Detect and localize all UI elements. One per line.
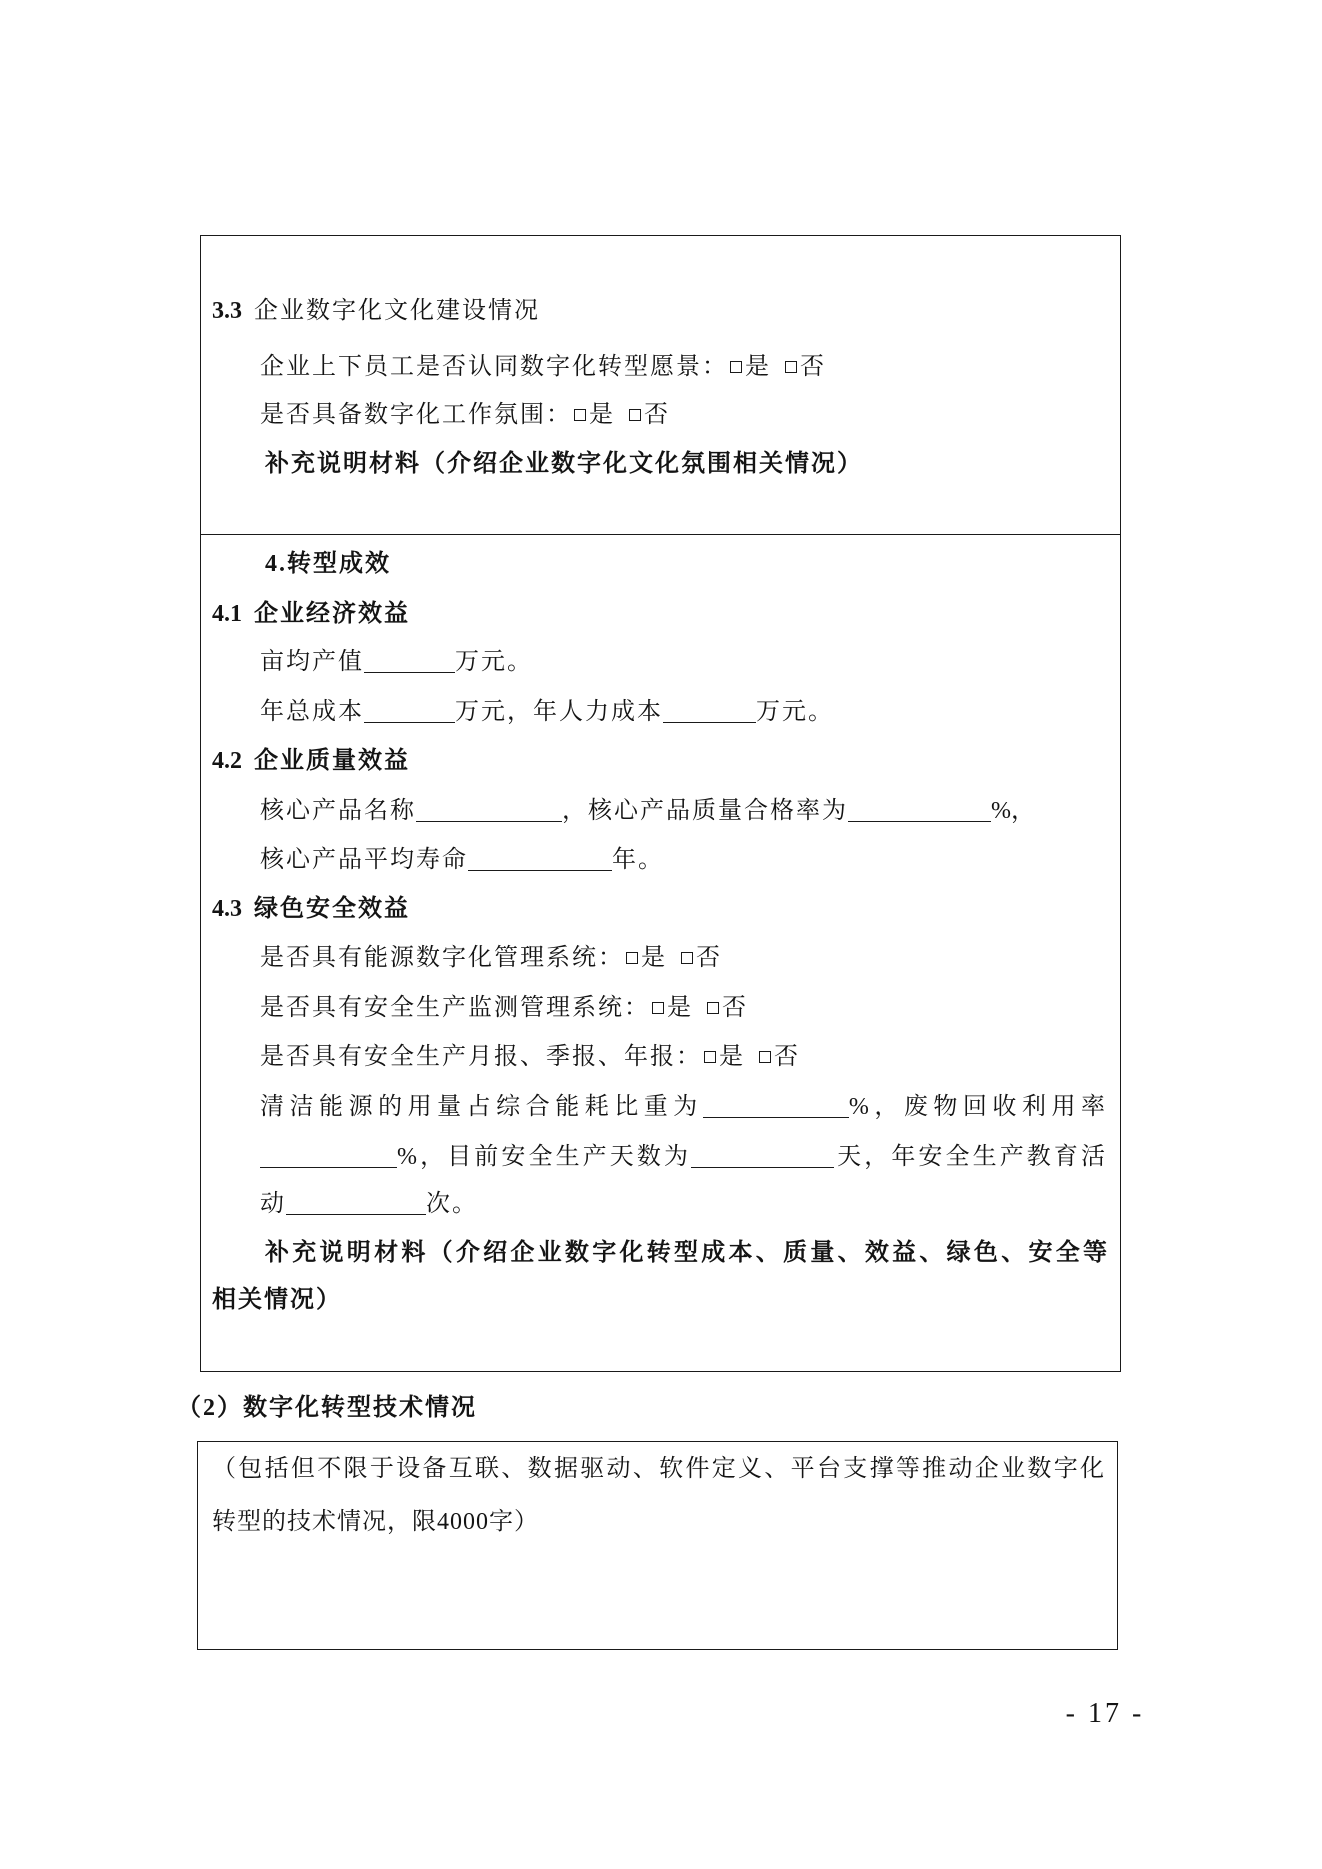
supplement-note xyxy=(265,447,863,481)
question-energy-system-row xyxy=(260,941,722,975)
question-label: 是否具备数字化工作氛围： xyxy=(260,402,572,428)
supplement-label: 补充说明材料（介绍企业数字化文化氛围相关情况） xyxy=(265,451,863,477)
section-number: 4.3 xyxy=(212,896,242,922)
section-title: （2）数字化转型技术情况 xyxy=(177,1395,477,1421)
question-label: 是否具有安全生产监测管理系统： xyxy=(260,995,650,1021)
field-unit: % xyxy=(848,1094,869,1120)
product-life-field[interactable] xyxy=(468,850,612,871)
safety-education-row xyxy=(260,1187,478,1221)
field-unit: % xyxy=(397,1144,417,1170)
no-label: 否 xyxy=(722,995,748,1021)
safety-education-count-field[interactable] xyxy=(286,1194,426,1215)
yes-label: 是 xyxy=(641,945,667,971)
yes-label: 是 xyxy=(719,1044,745,1070)
waste-recycle-rate-field[interactable] xyxy=(260,1147,397,1168)
field-label: 核心产品平均寿命 xyxy=(260,847,468,873)
section-2-heading xyxy=(177,1391,477,1425)
no-checkbox[interactable] xyxy=(707,1002,719,1014)
tech-description-hint-continued xyxy=(212,1505,539,1539)
table-row-divider xyxy=(200,534,1121,535)
hint-text: （包括但不限于设备互联、数据驱动、软件定义、平台支撑等推动企业数字化 xyxy=(212,1456,1104,1482)
no-checkbox[interactable] xyxy=(629,409,641,421)
section-title: 企业数字化文化建设情况 xyxy=(254,298,540,324)
field-unit: 次。 xyxy=(426,1191,478,1217)
page-number: - 17 - xyxy=(1065,1698,1145,1729)
clean-energy-row xyxy=(260,1090,1105,1124)
field-unit: %， xyxy=(991,798,1035,824)
section-title: 企业经济效益 xyxy=(254,601,410,627)
field-label: ，目前安全生产天数为 xyxy=(417,1144,692,1170)
field-label: 亩均产值 xyxy=(260,649,364,675)
supplement-note-continued xyxy=(212,1283,342,1317)
supplement-note xyxy=(265,1236,1107,1270)
no-label: 否 xyxy=(644,402,670,428)
yes-label: 是 xyxy=(667,995,693,1021)
no-checkbox[interactable] xyxy=(759,1051,771,1063)
no-label: 否 xyxy=(696,945,722,971)
yes-label: 是 xyxy=(745,354,771,380)
core-product-row xyxy=(260,794,1035,828)
supplement-label: 补充说明材料（介绍企业数字化转型成本、质量、效益、绿色、安全等 xyxy=(265,1240,1107,1266)
section-number: 4.1 xyxy=(212,601,242,627)
section-4-1-heading xyxy=(212,597,410,631)
question-label: 是否具有能源数字化管理系统： xyxy=(260,945,624,971)
cost-row xyxy=(260,695,834,729)
field-label: 动 xyxy=(260,1191,286,1217)
yes-checkbox[interactable] xyxy=(704,1051,716,1063)
pass-rate-field[interactable] xyxy=(848,801,991,822)
mu-output-row xyxy=(260,645,533,679)
section-4-2-heading xyxy=(212,744,410,778)
question-label: 企业上下员工是否认同数字化转型愿景： xyxy=(260,354,728,380)
no-label: 否 xyxy=(774,1044,800,1070)
yes-checkbox[interactable] xyxy=(730,361,742,373)
field-label: 清洁能源的用量占综合能耗比重为 xyxy=(260,1094,703,1120)
question-safety-monitor-row xyxy=(260,991,748,1025)
field-label: 核心产品名称 xyxy=(260,798,416,824)
question-atmosphere-row xyxy=(260,398,670,432)
section-title: 企业质量效益 xyxy=(254,748,410,774)
field-label: ，核心产品质量合格率为 xyxy=(562,798,848,824)
no-checkbox[interactable] xyxy=(785,361,797,373)
field-label: ，废物回收利用率 xyxy=(868,1094,1106,1120)
field-unit: 万元。 xyxy=(455,649,533,675)
supplement-label: 相关情况） xyxy=(212,1287,342,1313)
section-title: 4.转型成效 xyxy=(265,551,391,577)
clean-energy-ratio-field[interactable] xyxy=(703,1097,849,1118)
section-title: 绿色安全效益 xyxy=(254,896,410,922)
section-3-3-heading xyxy=(212,294,540,328)
product-life-row xyxy=(260,843,664,877)
yes-label: 是 xyxy=(589,402,615,428)
labor-cost-field[interactable] xyxy=(663,702,756,723)
safe-days-field[interactable] xyxy=(691,1147,834,1168)
section-4-heading xyxy=(265,547,391,581)
no-checkbox[interactable] xyxy=(681,952,693,964)
total-cost-field[interactable] xyxy=(364,702,455,723)
yes-checkbox[interactable] xyxy=(574,409,586,421)
tech-description-hint xyxy=(212,1452,1104,1486)
field-label: 天，年安全生产教育活 xyxy=(834,1144,1105,1170)
section-number: 4.2 xyxy=(212,748,242,774)
section-number: 3.3 xyxy=(212,298,242,324)
yes-checkbox[interactable] xyxy=(626,952,638,964)
recycle-days-row xyxy=(260,1140,1105,1174)
question-safety-report-row xyxy=(260,1040,800,1074)
hint-text: 转型的技术情况，限4000字） xyxy=(212,1509,539,1535)
field-unit: 年。 xyxy=(612,847,664,873)
no-label: 否 xyxy=(800,354,826,380)
product-name-field[interactable] xyxy=(416,801,562,822)
section-4-3-heading xyxy=(212,892,410,926)
yes-checkbox[interactable] xyxy=(652,1002,664,1014)
field-label: 万元，年人力成本 xyxy=(455,699,663,725)
question-label: 是否具有安全生产月报、季报、年报： xyxy=(260,1044,702,1070)
mu-output-field[interactable] xyxy=(364,652,455,673)
field-label: 年总成本 xyxy=(260,699,364,725)
field-unit: 万元。 xyxy=(756,699,834,725)
question-vision-row xyxy=(260,350,826,384)
